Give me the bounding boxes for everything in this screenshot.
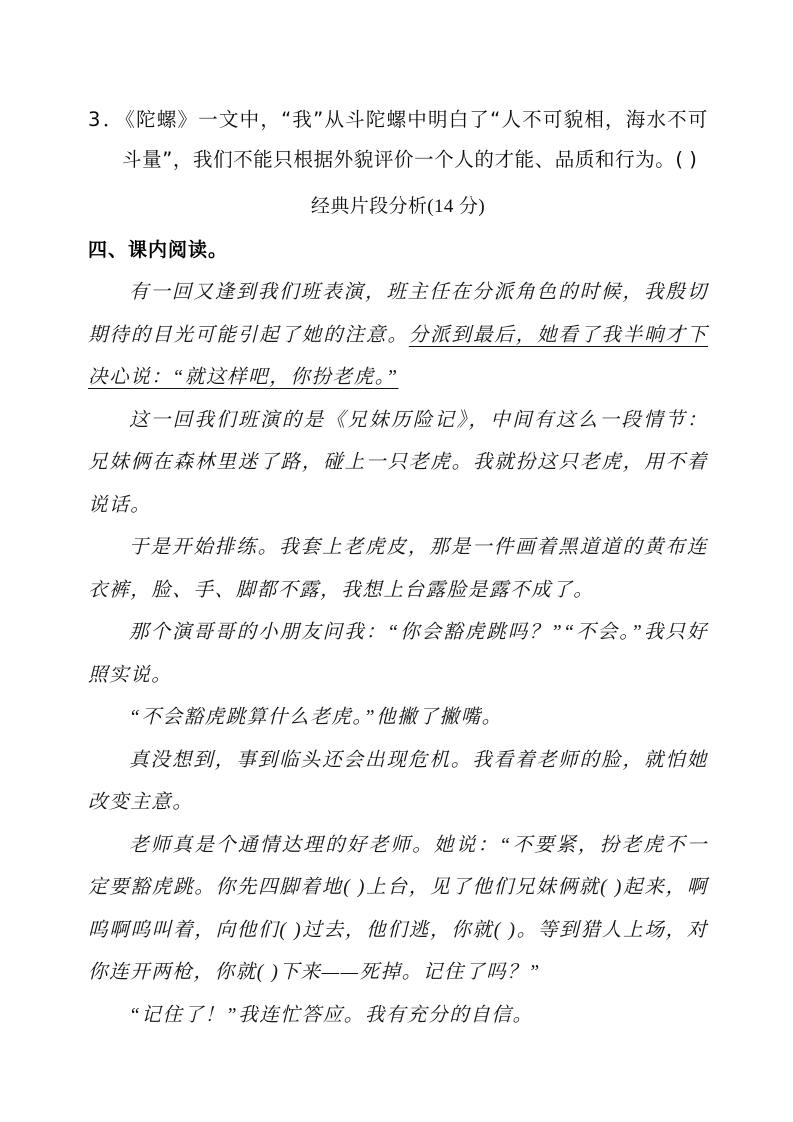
big-question-heading: 四、课内阅读。 xyxy=(88,239,229,261)
passage-paragraph xyxy=(88,527,708,612)
passage-text: “不会豁虎跳算什么老虎。”他撇了撇嘴。 xyxy=(128,707,503,728)
passage-paragraph xyxy=(88,740,708,825)
passage-text: 真没想到，事到临头还会出现危机。我看着老师的脸，就怕她改变主意。 xyxy=(88,749,708,813)
page-content xyxy=(88,100,708,1037)
passage-text: )。等到猎人上场，对你连开两枪，你就( xyxy=(88,919,709,983)
passage-text: 于是开始排练。我套上老虎皮，那是一件画着黑道道的黄布连衣裤，脸、手、脚都不露，我想上台露脸是露不成了。 xyxy=(88,537,708,601)
passage-underlined-text[interactable]: 分派到最后，她看了我半晌才下决心说：“就这样吧，你扮老虎。” xyxy=(88,324,708,388)
passage-text: 老师真是个通情达理的好老师。她说：“不要紧，扮老虎不一定要豁虎跳。你先四脚着地( xyxy=(88,834,708,898)
passage-text: )起来，啊呜啊呜叫着，向他们( xyxy=(88,877,709,941)
passage-text: 有一回又逢到我们班表演，班主任在分派角色的时候，我殷切期待的目光可能引起了她的注意。 xyxy=(88,282,708,346)
section-banner: 经典片段分析(14 分) xyxy=(310,196,486,217)
passage-text: “记住了！”我连忙答应。我有充分的自信。 xyxy=(128,1004,534,1026)
question-text: 《陀螺》一文中，“我”从斗陀螺中明白了“人不可貌相，海水不可斗量”，我们不能只根据外貌评价一个人的才能、品质和行为。 xyxy=(122,108,708,171)
passage-text: )下来——死掉。记住了吗？” xyxy=(264,962,541,983)
passage-text: 这一回我们班演的是《兄妹历险记》，中间有这么一段情节：兄妹俩在森林里迷了路，碰上一只老虎。我就扮这只老虎，用不着说话。 xyxy=(88,409,708,516)
passage-paragraph xyxy=(88,272,708,400)
judgement-question-3 xyxy=(88,100,708,180)
passage-text: 那个演哥哥的小朋友问我：“你会豁虎跳吗？”“不会。”我只好照实说。 xyxy=(88,622,708,686)
passage-text: )上台，见了他们兄妹俩就( xyxy=(351,877,609,898)
passage-paragraph xyxy=(88,825,708,995)
passage-text: )过去，他们逃，你就( xyxy=(287,919,502,941)
passage-paragraph xyxy=(88,995,708,1038)
question-number: 3． xyxy=(88,108,126,131)
passage-paragraph xyxy=(88,697,708,740)
passage-paragraph xyxy=(88,612,708,697)
passage-paragraph xyxy=(88,400,708,528)
answer-bracket[interactable]: ( ) xyxy=(675,148,697,171)
reading-passage xyxy=(88,272,708,1037)
